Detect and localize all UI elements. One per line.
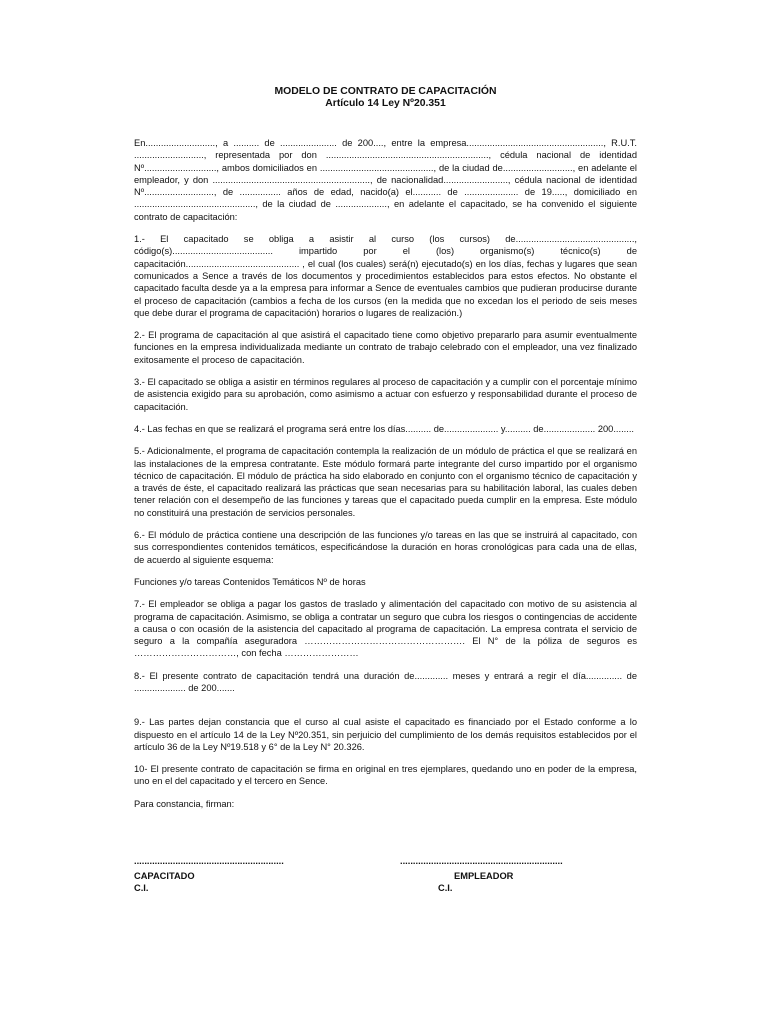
signature-capacitado [134, 856, 284, 894]
signature-line: .......................................................... [134, 856, 284, 866]
clause-1: 1.- El capacitado se obliga a asistir al curso (los cursos) de.............................................., código(s)....................................... impartido por el (los) organismo(s) técnico(s) de capacitación............................................ , el cual (los cuales) será(n) ejecutado(s) en los días, fechas y lugares que sean comunicados a Sence a través de los documentos y procedimientos establecidos para estos efectos. No obstante el capacitado faculta desde ya a la empresa para informar a Sence de eventuales cambios que pudieran producirse durante el proceso de capacitación (cambios a fecha de los cursos (en la medida que no excedan los el periodo de seis meses que debe durar el programa de capacitación) horarios o lugares de realización.) [134, 234, 637, 318]
signature-line: ............................................................... [400, 856, 563, 866]
signature-ci: C.I. [134, 883, 149, 893]
schema-header: Funciones y/o tareas Contenidos Temáticos Nº de horas [134, 576, 366, 587]
signature-ci: C.I. [438, 883, 453, 893]
clause-2: 2.- El programa de capacitación al que asistirá el capacitado tiene como objetivo prepararlo para asumir eventualmente funciones en la empresa individualizada mediante un contrato de trabajo celebrado con el empleador, una vez finalizado exitosamente el proceso de capacitación. [134, 330, 637, 365]
closing-line: Para constancia, firman: [134, 798, 235, 809]
clause-9: 9.- Las partes dejan constancia que el curso al cual asiste el capacitado es financiado por el Estado conforme a lo dispuesto en el artículo 14 de la Ley Nº20.351, sin perjuicio del cumplimiento de los demás requisitos establecidos por el artículo 36 de la Ley Nº19.518 y 6° de la Ley N° 20.326. [134, 717, 637, 752]
document-subtitle: Artículo 14 Ley Nº20.351 [325, 98, 446, 109]
intro-paragraph: En..........................., a .......... de ...................... de 200...., entre la empresa....................................................., R.U.T. ..........................., representada por don ..............................................................., cédula nacional de identidad Nº............................, ambos domiciliados en ............................................, de la ciudad de..........................., en adelante el empleador, y don ............................................................., de nacionalidad........................., cédula nacional de identidad Nº..........................., de ................ años de edad, nacido(a) el........... de ..................... de 19....., domiciliado en ..............................................., de la ciudad de ...................., en adelante el capacitado, se ha convenido el siguiente contrato de capacitación: [134, 138, 637, 222]
contract-body [134, 137, 637, 810]
clause-5: 5.- Adicionalmente, el programa de capacitación contempla la realización de un módulo de práctica el que se realizará en las instalaciones de la empresa contratante. Este módulo formará parte integrante del curso impartido por el organismo técnico de capacitación. El módulo de práctica ha sido elaborado en conjunto con el organismo técnico de capacitación y a través de éste, el capacitado realizará las prácticas que sean necesarias para su habilitación laboral, las cuales deben tener relación con el desempeño de las funciones y tareas que el capacitado pueda cumplir en la empresa. Este módulo no constituirá una prestación de servicios personales. [134, 446, 637, 518]
signature-role: CAPACITADO [134, 871, 195, 881]
signature-empleador [400, 856, 563, 894]
clause-7: 7.- El empleador se obliga a pagar los gastos de traslado y alimentación del capacitado con motivo de su asistencia al programa de capacitación. Asimismo, se obliga a contratar un seguro que cubra los riesgos o contingencias de accidente a causa o con ocasión de la asistencia del capacitado al programa de capacitación. La empresa contrata el servicio de seguro a la compañía aseguradora ……………………………………………. El N° de la póliza de seguros es ……………………………, con fecha …………………… [134, 599, 637, 659]
clause-6: 6.- El módulo de práctica contiene una descripción de las funciones y/o tareas en las que se instruirá al capacitado, con sus correspondientes contenidos temáticos, especificándose la duración en horas cronológicas para cada una de ellas, de acuerdo al siguiente esquema: [134, 530, 637, 565]
document-title: MODELO DE CONTRATO DE CAPACITACIÓN [274, 86, 497, 97]
clause-8: 8.- El presente contrato de capacitación tendrá una duración de............. meses y entrará a regir el día.............. de .................... de 200....... [134, 670, 637, 693]
document-page [134, 86, 637, 820]
clause-3: 3.- El capacitado se obliga a asistir en términos regulares al proceso de capacitación y a cumplir con el porcentaje mínimo de asistencia exigido para su aprobación, como asimismo a actuar con esfuerzo y responsabilidad durante el proceso de capacitación. [134, 377, 637, 412]
clause-4: 4.- Las fechas en que se realizará el programa será entre los días.......... de..................... y.......... de.................... 200........ [134, 423, 635, 434]
signature-role: EMPLEADOR [454, 871, 514, 881]
clause-10: 10- El presente contrato de capacitación se firma en original en tres ejemplares, quedando uno en poder de la empresa, uno en el del capacitado y el tercero en Sence. [134, 764, 637, 787]
